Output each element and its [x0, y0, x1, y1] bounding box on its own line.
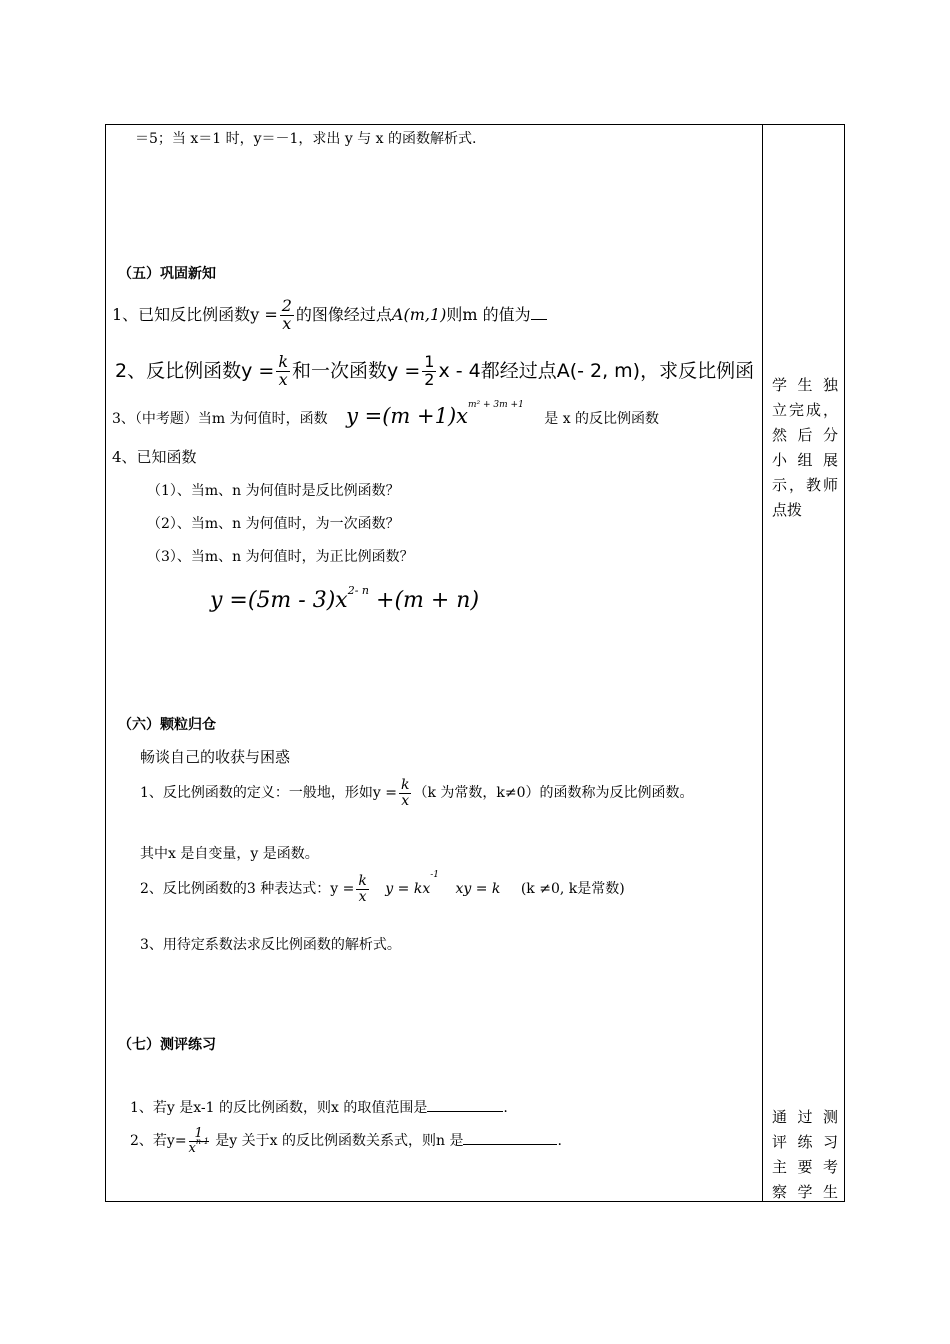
question-5-4-item-2: （2）、当m、n 为何值时，为一次函数？	[147, 516, 400, 532]
side-note-1-line: 点拨	[772, 501, 803, 519]
side-note-2-line: 主要考	[772, 1158, 838, 1176]
q5-1-point: A(m,1)	[391, 304, 447, 324]
q5-2-fraction-1	[276, 354, 290, 389]
s6-p2-condition: (k ≠0, k是常数)	[520, 881, 625, 898]
s6-p2-form2-exp: -1	[430, 870, 439, 880]
summary-point-1	[140, 778, 694, 808]
q5-4-formula-exp: 2- n	[347, 584, 370, 597]
side-note-2-line: 通过测	[772, 1108, 838, 1126]
s7-q2-suffix: 是y 关于x 的反比例函数关系式，则n 是	[215, 1133, 464, 1150]
section-heading-5: （五）巩固新知	[118, 266, 216, 282]
s6-p2-eq: y =	[330, 881, 355, 898]
summary-point-1b: 其中x 是自变量，y 是函数。	[140, 846, 319, 862]
side-note-1-line: 学生独	[772, 376, 838, 394]
q5-1-den: x	[282, 313, 292, 333]
q5-1-fraction	[280, 298, 294, 333]
question-5-4-formula	[210, 584, 480, 613]
s6-p2-form3: xy = k	[455, 881, 501, 898]
question-5-3	[112, 400, 660, 428]
section-6-intro: 畅谈自己的收获与困惑	[140, 748, 291, 766]
s7-q2-fraction	[189, 1127, 209, 1155]
table-frame	[105, 124, 845, 1202]
q5-2-num1: k	[278, 354, 289, 371]
s7-q2-den-group	[188, 1136, 209, 1156]
top-line: ＝5；当 x＝1 时，y＝－1，求出 y 与 x 的函数解析式.	[135, 131, 477, 147]
s6-p1-eq: y =	[372, 785, 397, 802]
side-note-2-line: 察学生	[772, 1183, 838, 1201]
q5-4-formula-tail: +(m + n)	[369, 588, 480, 613]
q5-1-suffix: 则m 的值为	[446, 304, 531, 324]
s6-p2-fraction	[356, 874, 368, 904]
question-5-4-title: 4、已知函数	[112, 448, 197, 466]
s7-q1-text: 1、若y 是x-1 的反比例函数，则x 的取值范围是	[130, 1100, 428, 1116]
q5-2-num2: 1	[424, 354, 435, 371]
s6-p1-suffix: （k 为常数，k≠0）的函数称为反比例函数。	[413, 785, 694, 802]
side-note-2-line: 评练习	[772, 1133, 838, 1151]
s7-q1-end: .	[503, 1100, 508, 1116]
s6-p1-prefix: 1、反比例函数的定义：一般地，形如	[140, 785, 373, 802]
q5-1-eq: y =	[250, 304, 278, 324]
s7-q1-answer-blank[interactable]	[427, 1111, 503, 1112]
exercise-7-1	[130, 1097, 508, 1117]
summary-point-3: 3、用待定系数法求反比例函数的解析式。	[140, 937, 401, 953]
side-note-1-line: 示，教师	[772, 476, 838, 494]
s6-p2-form2: y = kx	[385, 881, 431, 898]
q5-3-suffix: 是 x 的反比例函数	[544, 411, 660, 427]
q5-4-formula-main: y =(5m - 3)x	[210, 588, 348, 613]
q5-1-num: 2	[281, 296, 292, 315]
side-note-1-line: 然后分	[772, 426, 838, 444]
q5-2-eq2: y =	[387, 359, 421, 382]
section-heading-7: （七）测评练习	[118, 1037, 216, 1053]
side-note-1-line: 小组展	[772, 451, 838, 469]
question-5-2	[115, 354, 761, 389]
q5-1-answer-blank[interactable]	[531, 319, 547, 320]
s6-p1-fraction	[399, 778, 411, 808]
s7-q2-den-exp: n-1	[195, 1136, 209, 1146]
q5-3-formula: y =(m +1)x	[346, 404, 469, 428]
q5-2-fraction-2	[422, 354, 436, 389]
exercise-7-2	[130, 1127, 562, 1155]
q5-3-prefix: 3、（中考题）当m 为何值时，函数	[112, 411, 328, 427]
s7-q2-prefix: 2、若y=	[130, 1133, 187, 1150]
summary-point-2	[140, 870, 625, 905]
question-5-1	[112, 298, 547, 333]
q5-2-mid: 和一次函数	[292, 359, 388, 382]
q5-2-prefix: 2、反比例函数	[115, 359, 242, 382]
s7-q2-den: x	[188, 1140, 196, 1156]
s6-p1-den: x	[401, 792, 410, 809]
question-5-4-item-3: （3）、当m、n 为何值时，为正比例函数？	[147, 549, 414, 565]
column-divider	[762, 124, 763, 1202]
q5-1-prefix: 1、已知反比例函数	[112, 304, 251, 324]
s7-q2-end: .	[557, 1133, 562, 1150]
side-note-1	[772, 373, 838, 523]
q5-2-den2: 2	[424, 369, 435, 389]
q5-2-eq1: y =	[241, 359, 275, 382]
side-note-1-line: 立完成，	[772, 401, 838, 419]
q5-2-den1: x	[278, 369, 288, 389]
question-5-4-item-1: （1）、当m、n 为何值时是反比例函数？	[147, 483, 400, 499]
q5-3-exponent: m² + 3m +1	[468, 400, 524, 410]
q5-1-mid: 的图像经过点	[295, 304, 392, 324]
s6-p1-num: k	[401, 777, 410, 793]
s6-p2-num: k	[358, 873, 367, 889]
q5-2-tail: x - 4都经过点A(- 2, m)，求反比例函	[438, 359, 755, 382]
s6-p2-prefix: 2、反比例函数的3 种表达式：	[140, 881, 331, 898]
s7-q2-num: 1	[189, 1127, 209, 1142]
s6-p2-den: x	[358, 888, 367, 905]
s7-q2-answer-blank[interactable]	[463, 1144, 557, 1145]
section-heading-6: （六）颗粒归仓	[118, 717, 216, 733]
side-note-2	[772, 1105, 838, 1205]
